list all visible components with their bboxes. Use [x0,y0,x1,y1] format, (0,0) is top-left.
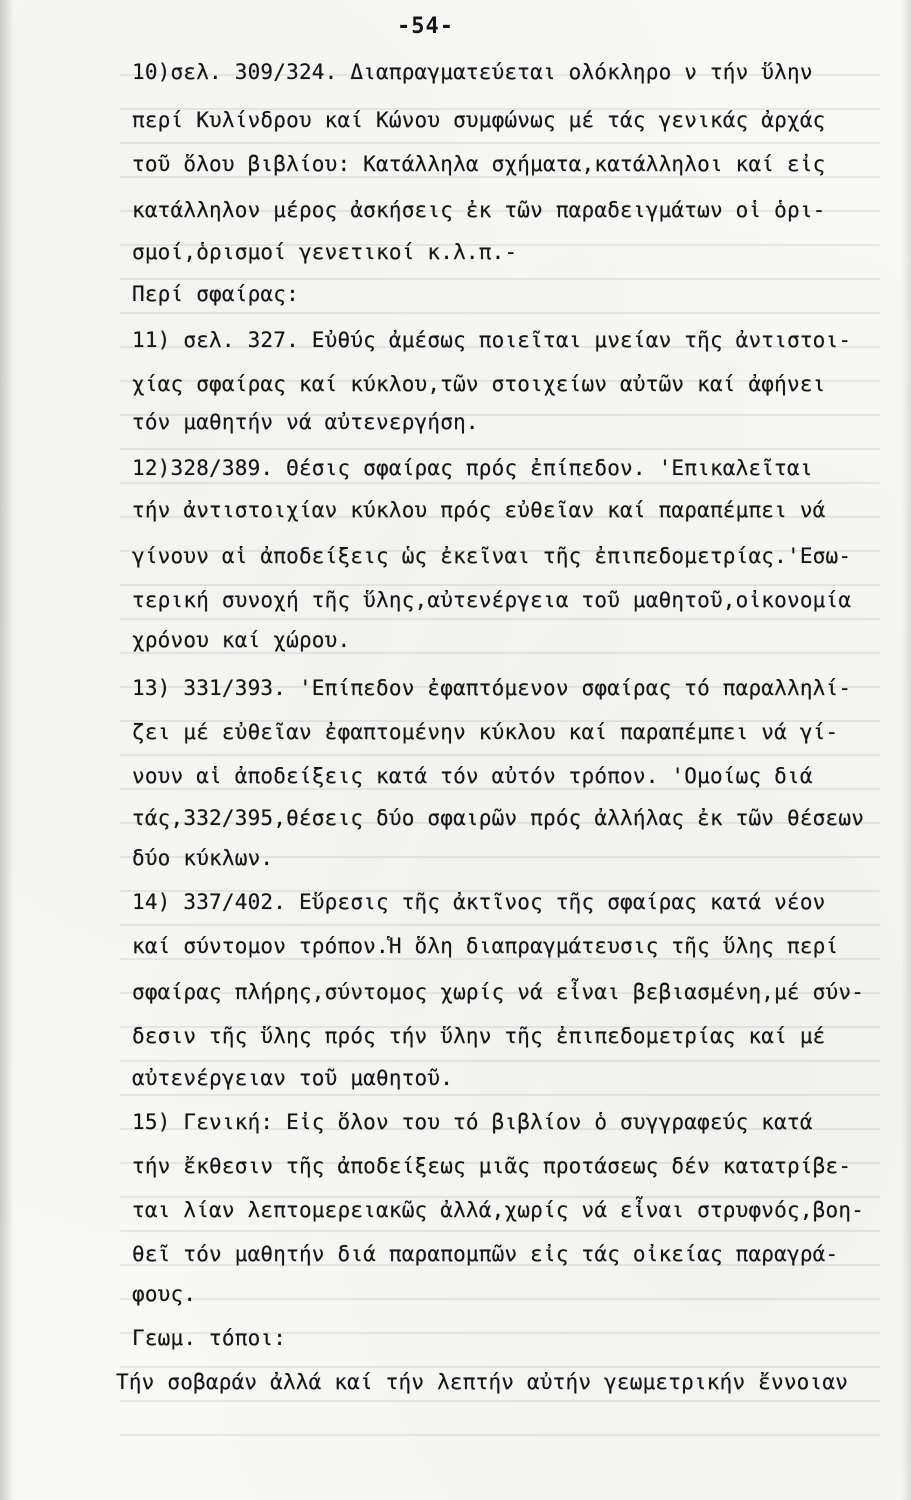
text-line: αὐτενέργειαν τοῦ μαθητοῦ. [132,1066,454,1090]
section-heading: Περί σφαίρας: [132,282,299,306]
text-line: φους. [132,1282,197,1306]
bleed-through-texture [120,60,880,1440]
section-heading: Γεωμ. τόποι: [132,1326,287,1350]
scan-right-edge-shadow [901,0,911,1500]
text-line: γίνουν αἱ ἀποδείξεις ὡς ἐκεῖναι τῆς ἐπιπεδομετρίας.'Εσω- [132,544,852,568]
scan-left-edge-shadow [0,0,14,1500]
text-line: χρόνου καί χώρου. [132,628,351,652]
text-line: Τήν σοβαράν ἀλλά καί τήν λεπτήν αὐτήν γεωμετρικήν ἔννοιαν [116,1370,849,1394]
text-line: ζει μέ εὐθεῖαν ἐφαπτομένην κύκλου καί παραπέμπει νά γί- [132,720,839,744]
page-number: -54- [397,14,454,39]
text-line: τήν ἔκθεσιν τῆς ἀποδείξεως μιᾶς προτάσεως δέν κατατρίβε- [132,1154,852,1178]
text-line: τήν ἀντιστοιχίαν κύκλου πρός εὐθεῖαν καί παραπέμπει νά [132,498,826,522]
text-line: δύο κύκλων. [132,846,274,870]
text-line: νουν αἱ ἀποδείξεις κατά τόν αὐτόν τρόπον. 'Ομοίως διά [132,764,813,788]
text-line: περί Κυλίνδρου καί Κώνου συμφώνως μέ τάς γενικάς ἀρχάς [132,108,826,132]
text-line: χίας σφαίρας καί κύκλου,τῶν στοιχείων αὐτῶν καί ἀφήνει [132,372,826,396]
text-line: 12)328/389. Θέσις σφαίρας πρός ἐπίπεδον. 'Επικαλεῖται [132,456,813,480]
text-line: τόν μαθητήν νά αὐτενεργήση. [132,410,479,434]
text-line: τερική συνοχή τῆς ὕλης,αὐτενέργεια τοῦ μαθητοῦ,οἰκονομία [132,588,852,612]
text-line: κατάλληλον μέρος ἀσκήσεις ἐκ τῶν παραδειγμάτων οἱ ὁρι- [132,198,826,222]
text-line: ται λίαν λεπτομερειακῶς ἀλλά,χωρίς νά εἶναι στρυφνός,βοη- [132,1198,865,1222]
text-line: 15) Γενική: Εἰς ὅλον του τό βιβλίον ὁ συγγραφεύς κατά [132,1110,813,1134]
text-line: σφαίρας πλήρης,σύντομος χωρίς νά εἶναι βεβιασμένη,μέ σύν- [132,980,865,1004]
text-line: θεῖ τόν μαθητήν διά παραπομπῶν εἰς τάς οἰκείας παραγρά- [132,1242,839,1266]
text-line: 14) 337/402. Εὕρεσις τῆς ἀκτῖνος τῆς σφαίρας κατά νέον [132,890,826,914]
text-line: 10)σελ. 309/324. Διαπραγματεύεται ολόκληρο ν τήν ὕλην [132,60,813,84]
text-line: καί σύντομον τρόπον.Ἡ ὅλη διαπραγμάτευσις τῆς ὕλης περί [132,934,839,958]
text-line: τοῦ ὅλου βιβλίου: Κατάλληλα σχήματα,κατάλληλοι καί εἰς [132,152,826,176]
text-line: 13) 331/393. 'Επίπεδον ἐφαπτόμενον σφαίρας τό παραλληλί- [132,676,852,700]
text-line: σμοί,ὁρισμοί γενετικοί κ.λ.π.- [132,240,518,264]
text-line: 11) σελ. 327. Εὐθύς ἀμέσως ποιεῖται μνείαν τῆς ἀντιστοι- [132,328,852,352]
text-line: δεσιν τῆς ὕλης πρός τήν ὕλην τῆς ἐπιπεδομετρίας καί μέ [132,1024,826,1048]
text-line: τάς,332/395,θέσεις δύο σφαιρῶν πρός ἀλλήλας ἐκ τῶν θέσεων [132,806,865,830]
